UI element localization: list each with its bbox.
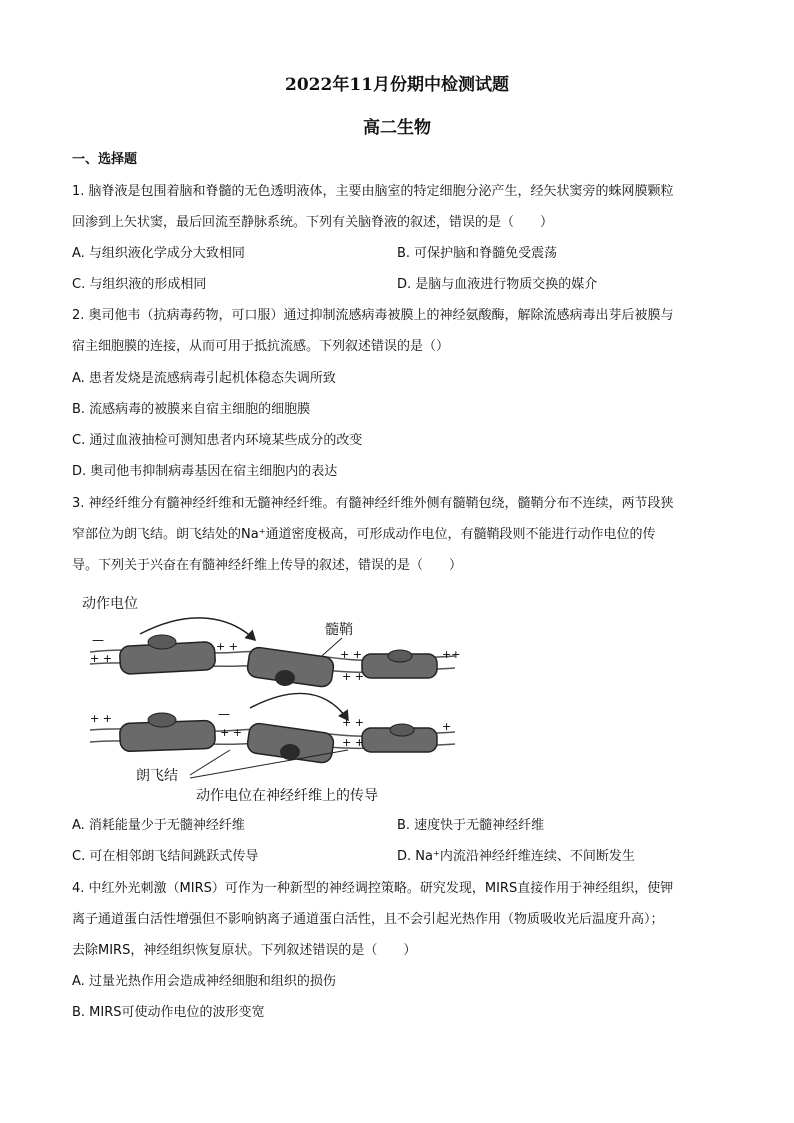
svg-text:+: + xyxy=(442,720,452,733)
q3-option-b: B. 速度快于无髓神经纤维 xyxy=(397,818,545,833)
q2-option-d: D. 奥司他韦抑制病毒基因在宿主细胞内的表达 xyxy=(72,464,338,479)
svg-text:+ +: + + xyxy=(220,726,242,739)
q2-option-c: C. 通过血液抽检可测知患者内环境某些成分的改变 xyxy=(72,433,363,448)
q4-option-b: B. MIRS可使动作电位的波形变宽 xyxy=(72,1005,265,1020)
q1-stem-line-1: 1. 脑脊液是包围着脑和脊髓的无色透明液体，主要由脑室的特定细胞分泌产生，经矢状窦旁的蛛网膜颗粒 xyxy=(72,184,674,199)
q2-option-b: B. 流感病毒的被膜来自宿主细胞的细胞膜 xyxy=(72,402,311,417)
q1-option-d: D. 是脑与血液进行物质交换的媒介 xyxy=(397,277,598,292)
svg-text:+ +: + + xyxy=(216,640,238,653)
label-node-of-ranvier: 朗飞结 xyxy=(136,768,178,784)
q1-option-c: C. 与组织液的形成相同 xyxy=(72,277,207,292)
fiber-top xyxy=(90,618,460,688)
q1-option-b: B. 可保护脑和脊髓免受震荡 xyxy=(397,246,558,261)
label-myelin: 髓鞘 xyxy=(325,622,353,638)
svg-text:++: ++ xyxy=(442,648,460,661)
q2-stem-line-2: 宿主细胞膜的连接，从而可用于抵抗流感。下列叙述错误的是（） xyxy=(72,339,450,354)
q3-option-a: A. 消耗能量少于无髓神经纤维 xyxy=(72,818,245,833)
svg-text:+ +: + + xyxy=(342,736,364,749)
q4-stem-line-2: 离子通道蛋白活性增强但不影响钠离子通道蛋白活性，且不会引起光热作用（物质吸收光后温度升高）； xyxy=(72,912,664,927)
exam-subject: 高二生物 xyxy=(363,118,431,138)
q4-stem-line-3: 去除MIRS，神经组织恢复原状。下列叙述错误的是（ ） xyxy=(72,943,417,958)
label-action-potential: 动作电位 xyxy=(82,596,138,612)
q3-option-d: D. Na⁺内流沿神经纤维连续、不间断发生 xyxy=(397,849,635,864)
q3-stem-line-3: 导。下列关于兴奋在有髓神经纤维上传导的叙述，错误的是（ ） xyxy=(72,558,463,573)
svg-text:—: — xyxy=(92,633,104,647)
figure-caption: 动作电位在神经纤维上的传导 xyxy=(196,788,378,804)
svg-text:+ +: + + xyxy=(90,712,112,725)
q4-option-a: A. 过量光热作用会造成神经细胞和组织的损伤 xyxy=(72,974,336,989)
exam-title: 2022年11月份期中检测试题 xyxy=(285,75,509,95)
q4-stem-line-1: 4. 中红外光刺激（MIRS）可作为一种新型的神经调控策略。研究发现，MIRS直接作用于神经组织，使钾 xyxy=(72,881,674,896)
q2-option-a: A. 患者发烧是流感病毒引起机体稳态失调所致 xyxy=(72,371,336,386)
svg-text:+ +: + + xyxy=(342,716,364,729)
q2-stem-line-1: 2. 奥司他韦（抗病毒药物，可口服）通过抑制流感病毒被膜上的神经氨酸酶，解除流感病毒出芽后被膜与 xyxy=(72,308,674,323)
q1-stem-line-2: 回渗到上矢状窦，最后回流至静脉系统。下列有关脑脊液的叙述，错误的是（ ） xyxy=(72,215,554,230)
svg-text:+ +: + + xyxy=(90,652,112,665)
fiber-bottom xyxy=(90,693,455,763)
nerve-fiber-figure xyxy=(80,590,460,805)
svg-text:+ +: + + xyxy=(340,648,362,661)
svg-text:—: — xyxy=(218,707,230,721)
svg-text:+ +: + + xyxy=(342,670,364,683)
q1-option-a: A. 与组织液化学成分大致相同 xyxy=(72,246,245,261)
nerve-fiber-diagram xyxy=(80,590,460,805)
section-heading: 一、选择题 xyxy=(72,152,138,167)
q3-stem-line-1: 3. 神经纤维分有髓神经纤维和无髓神经纤维。有髓神经纤维外侧有髓鞘包绕，髓鞘分布不连续，两节段狭 xyxy=(72,496,674,511)
q3-stem-line-2: 窄部位为朗飞结。朗飞结处的Na⁺通道密度极高，可形成动作电位，有髓鞘段则不能进行动作电位的传 xyxy=(72,527,656,542)
q3-option-c: C. 可在相邻朗飞结间跳跃式传导 xyxy=(72,849,259,864)
